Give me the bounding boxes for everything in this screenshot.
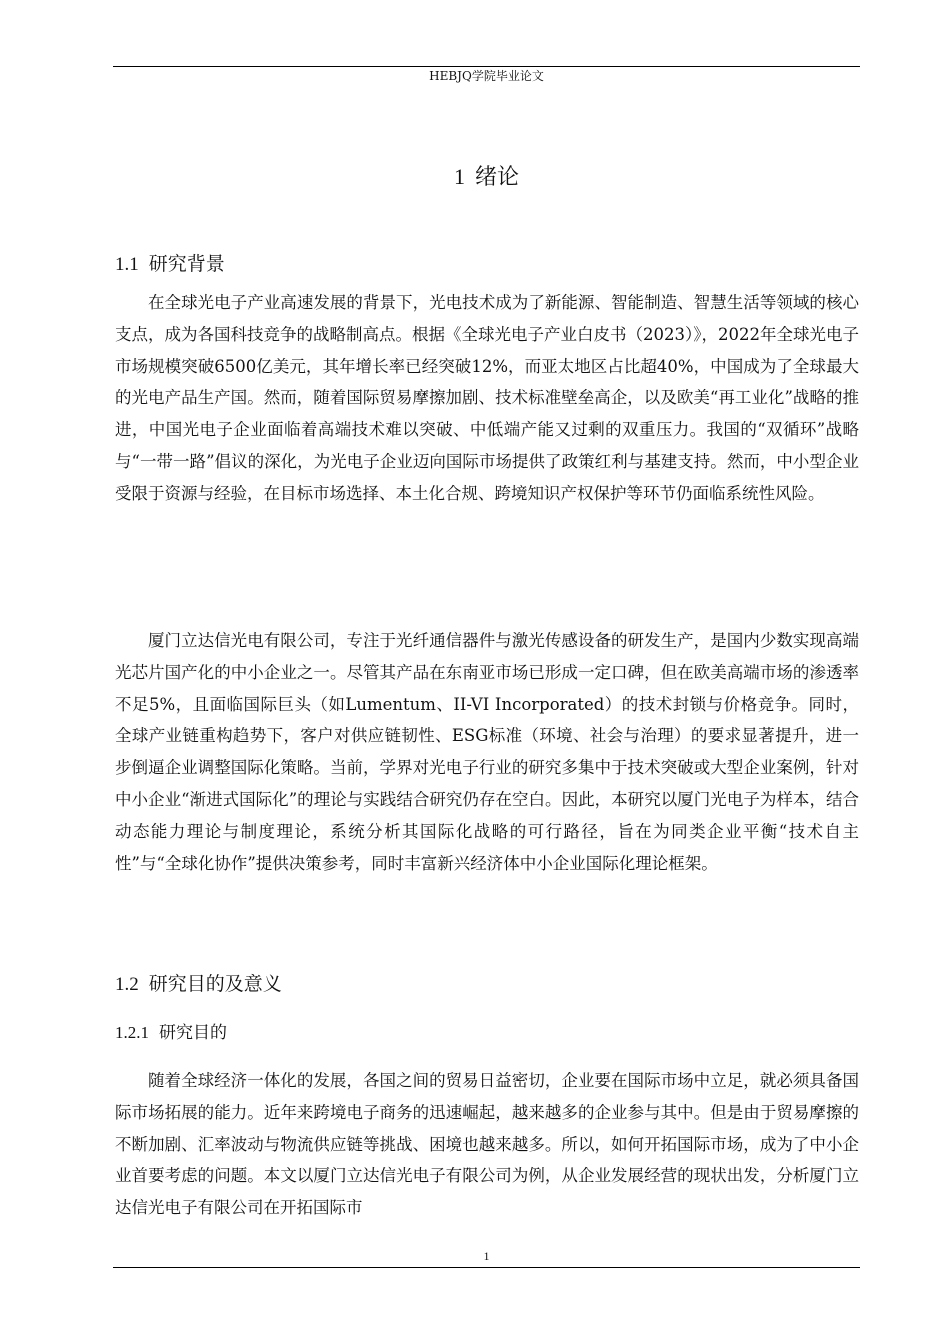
section-title: 研究背景 xyxy=(148,253,225,275)
section-number: 1.2 xyxy=(115,974,139,995)
page-number: 1 xyxy=(483,1249,490,1263)
paragraph-background: 在全球光电子产业高速发展的背景下，光电技术成为了新能源、智能制造、智慧生活等领域的核心支点，成为各国科技竞争的战略制高点。根据《全球光电子产业白皮书（2023）》，2022年全球光电子市场规模突破6500亿美元，其年增长率已经突破12%，而亚太地区占比超40%，中国成为了全球最大的光电产品生产国。然而，随着国际贸易摩擦加剧、技术标准壁垒高企，以及欧美“再工业化”战略的推进，中国光电子企业面临着高端技术难以突破、中低端产能又过剩的双重压力。我国的“双循环”战略与“一带一路”倡议的深化，为光电子企业迈向国际市场提供了政策红利与基建支持。然而，中小型企业受限于资源与经验，在目标市场选择、本土化合规、跨境知识产权保护等环节仍面临系统性风险。 xyxy=(115,293,859,503)
subsection-number: 1.2.1 xyxy=(115,1023,149,1042)
section-heading-1-1 xyxy=(115,251,225,278)
chapter-number: 1 xyxy=(453,164,465,189)
section-number: 1.1 xyxy=(115,254,139,275)
subsection-heading-1-2-1 xyxy=(115,1021,227,1045)
footer-rule xyxy=(113,1267,860,1268)
running-header: HEBJQ学院毕业论文 xyxy=(429,69,544,83)
chapter-title-text: 绪论 xyxy=(474,165,519,190)
paragraph-purpose: 随着全球经济一体化的发展，各国之间的贸易日益密切，企业要在国际市场中立足，就必须具备国际市场拓展的能力。近年来跨境电子商务的迅速崛起，越来越多的企业参与其中。但是由于贸易摩擦的不断加剧、汇率波动与物流供应链等挑战、困境也越来越多。所以，如何开拓国际市场，成为了中小企业首要考虑的问题。本文以厦门立达信光电子有限公司为例，从企业发展经营的现状出发，分析厦门立达信光电子有限公司在开拓国际市 xyxy=(115,1071,859,1218)
subsection-title: 研究目的 xyxy=(159,1023,227,1043)
section-title: 研究目的及意义 xyxy=(148,973,282,995)
section-heading-1-2 xyxy=(115,971,282,998)
paragraph-company: 厦门立达信光电有限公司，专注于光纤通信器件与激光传感设备的研发生产，是国内少数实现高端光芯片国产化的中小企业之一。尽管其产品在东南亚市场已形成一定口碑，但在欧美高端市场的渗透率不足5%，且面临国际巨头（如Lumentum、II-VI Incorporated）的技术封锁与价格竞争。同时，全球产业链重构趋势下，客户对供应链韧性、ESG标准（环境、社会与治理）的要求显著提升，进一步倒逼企业调整国际化策略。当前，学界对光电子行业的研究多集中于技术突破或大型企业案例，针对中小企业“渐进式国际化”的理论与实践结合研究仍存在空白。因此，本研究以厦门光电子为样本，结合动态能力理论与制度理论，系统分析其国际化战略的可行路径，旨在为同类企业平衡“技术自主性”与“全球化协作”提供决策参考，同时丰富新兴经济体中小企业国际化理论框架。 xyxy=(115,631,859,873)
